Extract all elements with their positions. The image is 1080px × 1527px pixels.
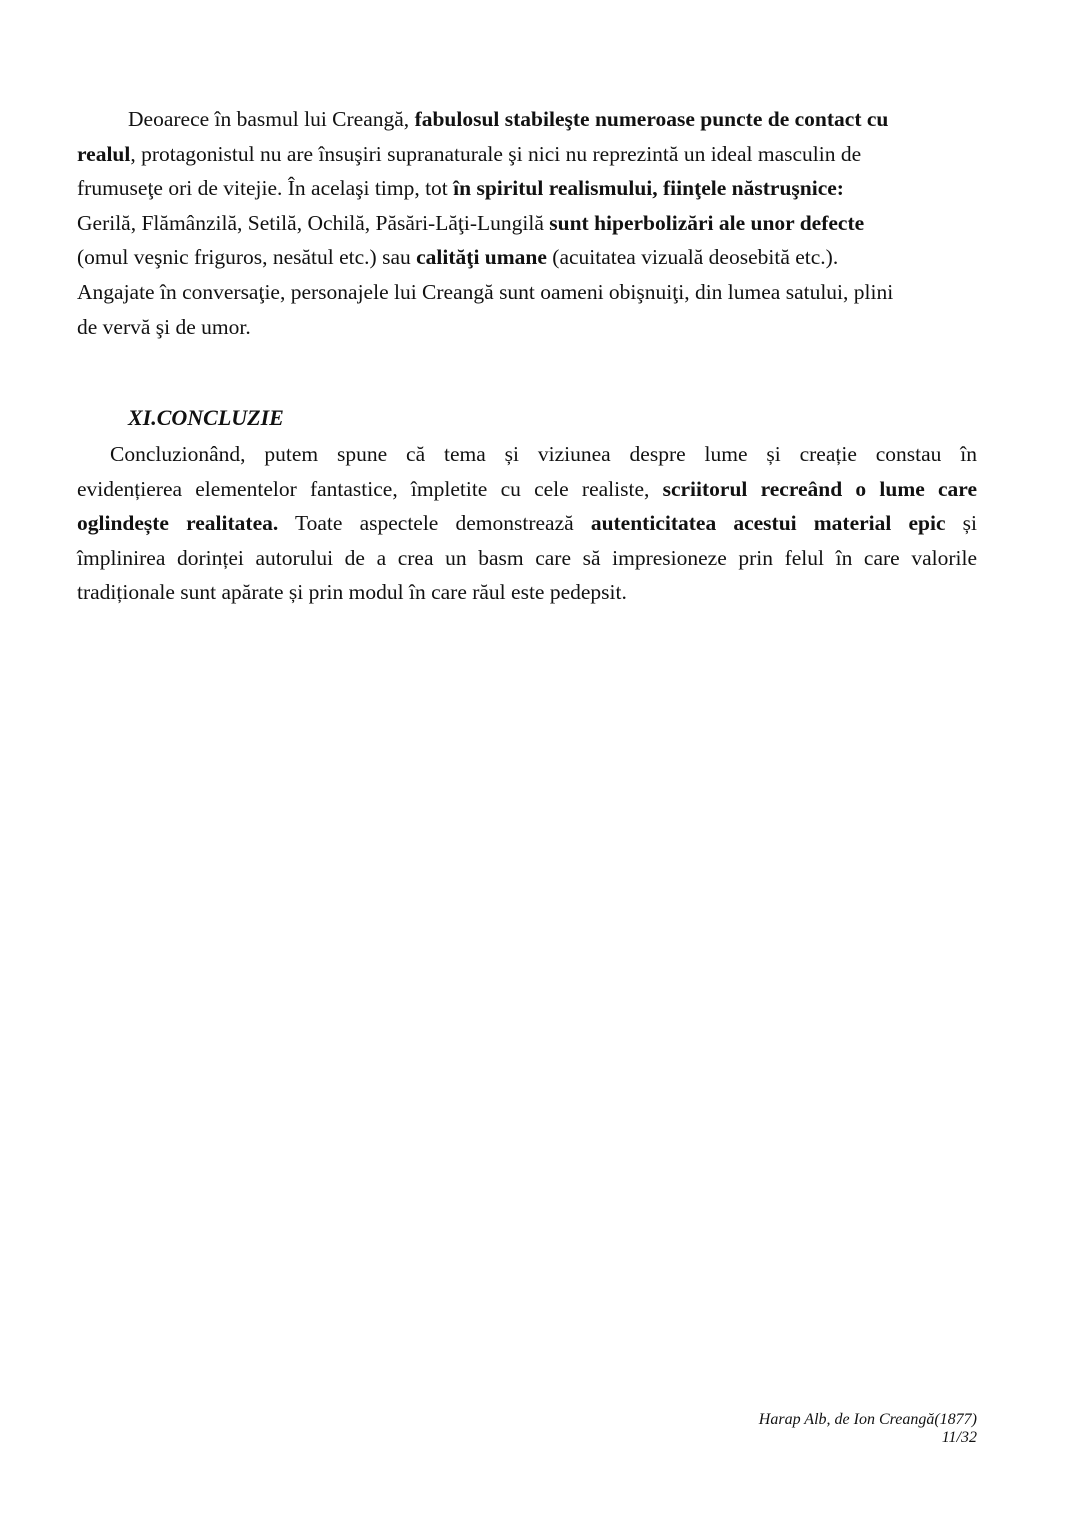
text-run: Concluzionând, putem spune că tema și viziunea despre lume și creație constau în <box>110 442 977 466</box>
bold-text: scriitorul recreând o lume care <box>662 476 977 501</box>
text-line <box>77 244 977 270</box>
bold-text: în spiritul realismului, fiinţele năstruşnice: <box>453 176 844 201</box>
text-run: Toate aspectele demonstrează <box>278 511 591 536</box>
text-line <box>77 314 977 340</box>
section-heading: XI.CONCLUZIE <box>128 405 284 430</box>
text-run: frumuseţe ori de vitejie. În acelaşi timp, tot <box>77 176 454 201</box>
text-line <box>77 210 977 236</box>
bold-text: sunt hiperbolizări ale unor defecte <box>549 210 865 235</box>
text-run: Angajate în conversaţie, personajele lui Creangă sunt oameni obişnuiţi, din lumea satului, plini <box>77 280 894 304</box>
bold-text: autenticitatea acestui material epic <box>590 511 946 536</box>
text-line <box>77 579 977 605</box>
page-number: 11/32 <box>941 1429 977 1446</box>
text-line <box>77 545 977 571</box>
text-run: , protagonistul nu are însuşiri supranaturale şi nici nu reprezintă un ideal masculin de <box>130 141 862 166</box>
text-run: Deoarece în basmul lui Creangă, <box>128 107 415 131</box>
text-line <box>77 476 977 502</box>
bold-text: realul <box>77 141 131 166</box>
text-run: evidențierea elementelor fantastice, împletite cu cele realiste, <box>77 476 663 501</box>
bold-text: oglindește realitatea. <box>77 511 279 536</box>
text-run: împlinirea dorinței autorului de a crea un basm care să impresioneze prin felul în care valorile <box>77 545 977 570</box>
bold-text: fabulosul stabileşte numeroase puncte de contact cu <box>414 107 889 131</box>
text-line <box>77 279 977 305</box>
page-footer <box>759 1411 977 1447</box>
text-line <box>77 106 977 132</box>
text-line <box>77 175 977 201</box>
bold-text: calităţi umane <box>416 245 547 270</box>
text-run: de vervă şi de umor. <box>77 314 251 339</box>
text-line <box>77 141 977 167</box>
footer-title: Harap Alb, de Ion Creangă(1877) <box>758 1411 977 1428</box>
text-run: (omul veşnic friguros, nesătul etc.) sau <box>77 245 417 270</box>
text-line <box>77 441 977 467</box>
text-run: și <box>945 511 977 536</box>
text-run: (acuitatea vizuală deosebită etc.). <box>546 245 839 270</box>
text-run: Gerilă, Flămânzilă, Setilă, Ochilă, Păsări-Lăţi-Lungilă <box>77 210 550 235</box>
text-run: tradiționale sunt apărate și prin modul în care răul este pedepsit. <box>77 580 627 605</box>
text-line <box>77 510 977 536</box>
